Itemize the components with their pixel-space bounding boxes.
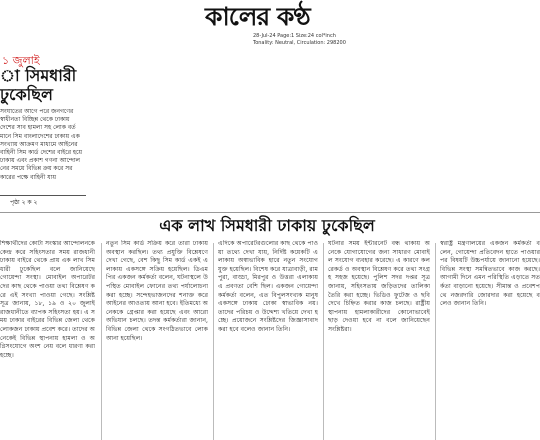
front-clip-headline-line2: ঢুকেছিল bbox=[0, 85, 53, 104]
clipping-date-page-size: 28-Jul-24 Page:1 Size:24 col*inch bbox=[253, 33, 336, 39]
front-clip-continued: পৃষ্ঠা ২ ক ২ bbox=[10, 199, 38, 206]
front-clip-headline-line1: া সিমধারী bbox=[0, 66, 77, 85]
column-separator bbox=[101, 243, 102, 440]
front-clip-date: ১ জুলাই bbox=[2, 54, 40, 67]
article-column-1: শিক্ষার্থীদের কোটা সংস্কার আন্দোলনকে কেন্দ্র করে সহিংসতার সময় রাজধানী ঢাকায় বাইরে থেকে প্রায় এক লাখ সিমধারী ঢুকেছিল বলে জানিয়েছে গোয়েন্দা সংস্থা। মোবাইল অপারেটরদের কাছ থেকে পাওয়া তথ্য বিশ্লেষণ করে এই সংখ্যা পাওয়া গেছে। সংশ্লিষ্ট সূত্র জানায়, ১৮, ১৯ ও ২০ জুলাই রাজধানীতে ব্যাপক সহিংসতা হয়। এ সময় ঢাকার বাইরের বিভিন্ন জেলা থেকে লোকজন ঢাকায় প্রবেশ করে। তাদের অনেকেই বিভিন্ন স্থাপনায় হামলা ও অগ্নিসংযোগে অংশ নেয় বলে ধারণা করা হচ্ছে। bbox=[0, 240, 95, 359]
clipping-metadata bbox=[253, 33, 346, 46]
newspaper-masthead: কালের কণ্ঠ bbox=[205, 2, 310, 31]
article-column-3: এদিকে অপারেটরগুলোর কাছ থেকে পাওয়া তথ্যে দেখা যায়, নির্দিষ্ট কয়েকটি এলাকায় অস্বাভাবিক হারে নতুন সংযোগ যুক্ত হয়েছিল। বিশেষ করে যাত্রাবাড়ী, রামপুরা, বাড্ডা, মিরপুর ও উত্তরা এলাকায় এ প্রবণতা বেশি ছিল। একজন গোয়েন্দা কর্মকর্তা বলেন, এত বিপুলসংখ্যক মানুষ একসঙ্গে ঢাকায় ঢোকা স্বাভাবিক নয়। তাদের পরিচয় ও উদ্দেশ্য খতিয়ে দেখা হচ্ছে। প্রয়োজনে সংশ্লিষ্টদের জিজ্ঞাসাবাদ করা হবে বলেও জানান তিনি। bbox=[218, 240, 318, 333]
column-separator bbox=[435, 243, 436, 440]
front-clip-divider bbox=[0, 195, 86, 196]
article-column-2: নতুন সিম কার্ড সক্রিয় করে তারা ঢাকায় অবস্থান করছিল। তথ্য প্রযুক্তি বিশ্লেষণে দেখা গেছে, বেশ কিছু সিম কার্ড একই এলাকায় একসঙ্গে সক্রিয় হয়েছিল। ডিএমপির একজন কর্মকর্তা বলেন, ঘটনাস্থলে উপস্থিত মোবাইল ফোনের তথ্য পর্যালোচনা করা হচ্ছে। সন্দেহভাজনদের শনাক্ত করে আইনের আওতায় আনা হবে। ইতিমধ্যে অনেককে গ্রেপ্তার করা হয়েছে এবং আরো অভিযান চলছে। তদন্ত কর্মকর্তারা জানান, বিভিন্ন জেলা থেকে সংগঠিতভাবে লোক আনা হয়েছিল। bbox=[106, 240, 208, 342]
article-column-5: স্বরাষ্ট্র মন্ত্রণালয়ের একজন কর্মকর্তা বলেন, গোয়েন্দা প্রতিবেদন হাতে পাওয়ার পর বিষয়টি উচ্চপর্যায়ে জানানো হয়েছে। বিভিন্ন সংস্থা সমন্বিতভাবে কাজ করছে। আগামী দিনে এমন পরিস্থিতি এড়াতে সতর্কতা বাড়ানো হয়েছে। সীমান্ত ও প্রবেশপথে নজরদারি জোরদার করা হয়েছে বলেও জানান তিনি। bbox=[440, 240, 540, 308]
clipping-tonality-circulation: Tonality: Neutral, Circulation: 298200 bbox=[253, 39, 346, 46]
section-divider bbox=[0, 212, 540, 213]
article-column-4: ঘটনার সময় ইন্টারনেট বন্ধ থাকায় অনেকে যোগাযোগের জন্য সাধারণ মোবাইল সংযোগ ব্যবহার করেছে। এ কারণে কল রেকর্ড ও অবস্থান বিশ্লেষণ করে তথ্য সংগ্রহ সহজ হয়েছে। পুলিশ সদর দপ্তর সূত্র জানায়, সহিংসতায় জড়িতদের তালিকা তৈরি করা হচ্ছে। ভিডিও ফুটেজ ও ছবি দেখে চিহ্নিত করার কাজ চলছে। রাষ্ট্রীয় স্থাপনায় হামলাকারীদের কোনোভাবেই ছাড় দেওয়া হবে না বলে জানিয়েছেন সংশ্লিষ্টরা। bbox=[328, 240, 430, 333]
front-clip-headline bbox=[0, 66, 76, 104]
column-separator bbox=[213, 243, 214, 440]
front-clip-summary: সংঘাতের আগে পরে জনগণের স্বাধীনতা বিচ্ছিন্ন থেকে ঢাকায় দেশের সাব হামলা সহ লোক বর্তমানে সিম বাংলাদেশের ঢাকায় এক সংখ্যায় আক্রমণ মাধ্যমে আইনের বাহিনী সিম কার্ড দেশের বাইরে হয়ে ঢাকায় এবং প্রকাশ গণনা আন্দোলনের সময়ে বিভিন্ন ক্রয় করে সরকারের পক্ষে বাহিনী যায় bbox=[0, 108, 83, 181]
column-separator bbox=[323, 243, 324, 440]
article-headline: এক লাখ সিমধারী ঢাকায় ঢুকেছিল bbox=[159, 216, 375, 235]
